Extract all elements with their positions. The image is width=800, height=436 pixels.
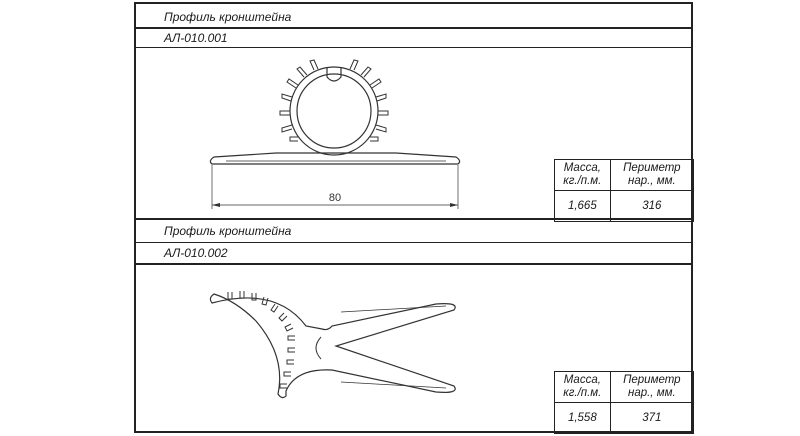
perimeter-unit: нар., мм.: [627, 387, 676, 399]
divider: [136, 218, 691, 220]
profile-1-drawing-area: [136, 49, 691, 219]
profile-1-code: АЛ-010.001: [164, 31, 228, 45]
divider: [136, 47, 691, 48]
perimeter-unit: нар., мм.: [627, 175, 676, 187]
profile-1-properties: [554, 159, 694, 219]
perimeter-value: 316: [610, 191, 693, 222]
profile-2-code: АЛ-010.002: [164, 246, 228, 260]
profile-1-title: Профиль кронштейна: [164, 10, 292, 24]
mass-unit: кг./п.м.: [563, 175, 602, 187]
profile-2-title: Профиль кронштейна: [164, 224, 292, 238]
profile-2-properties: [554, 371, 694, 431]
mass-value: 1,665: [555, 191, 611, 222]
mass-value: 1,558: [555, 403, 611, 434]
perimeter-header: Периметр: [623, 162, 681, 174]
divider: [136, 263, 691, 265]
mass-header: Масса,: [563, 162, 601, 174]
dimension-label: 80: [328, 192, 342, 204]
perimeter-value: 371: [610, 403, 693, 434]
mass-header: Масса,: [563, 374, 601, 386]
mass-unit: кг./п.м.: [563, 387, 602, 399]
catalog-sheet: [134, 2, 693, 433]
divider: [136, 242, 691, 243]
perimeter-header: Периметр: [623, 374, 681, 386]
profile-2-drawing-area: [136, 266, 691, 431]
